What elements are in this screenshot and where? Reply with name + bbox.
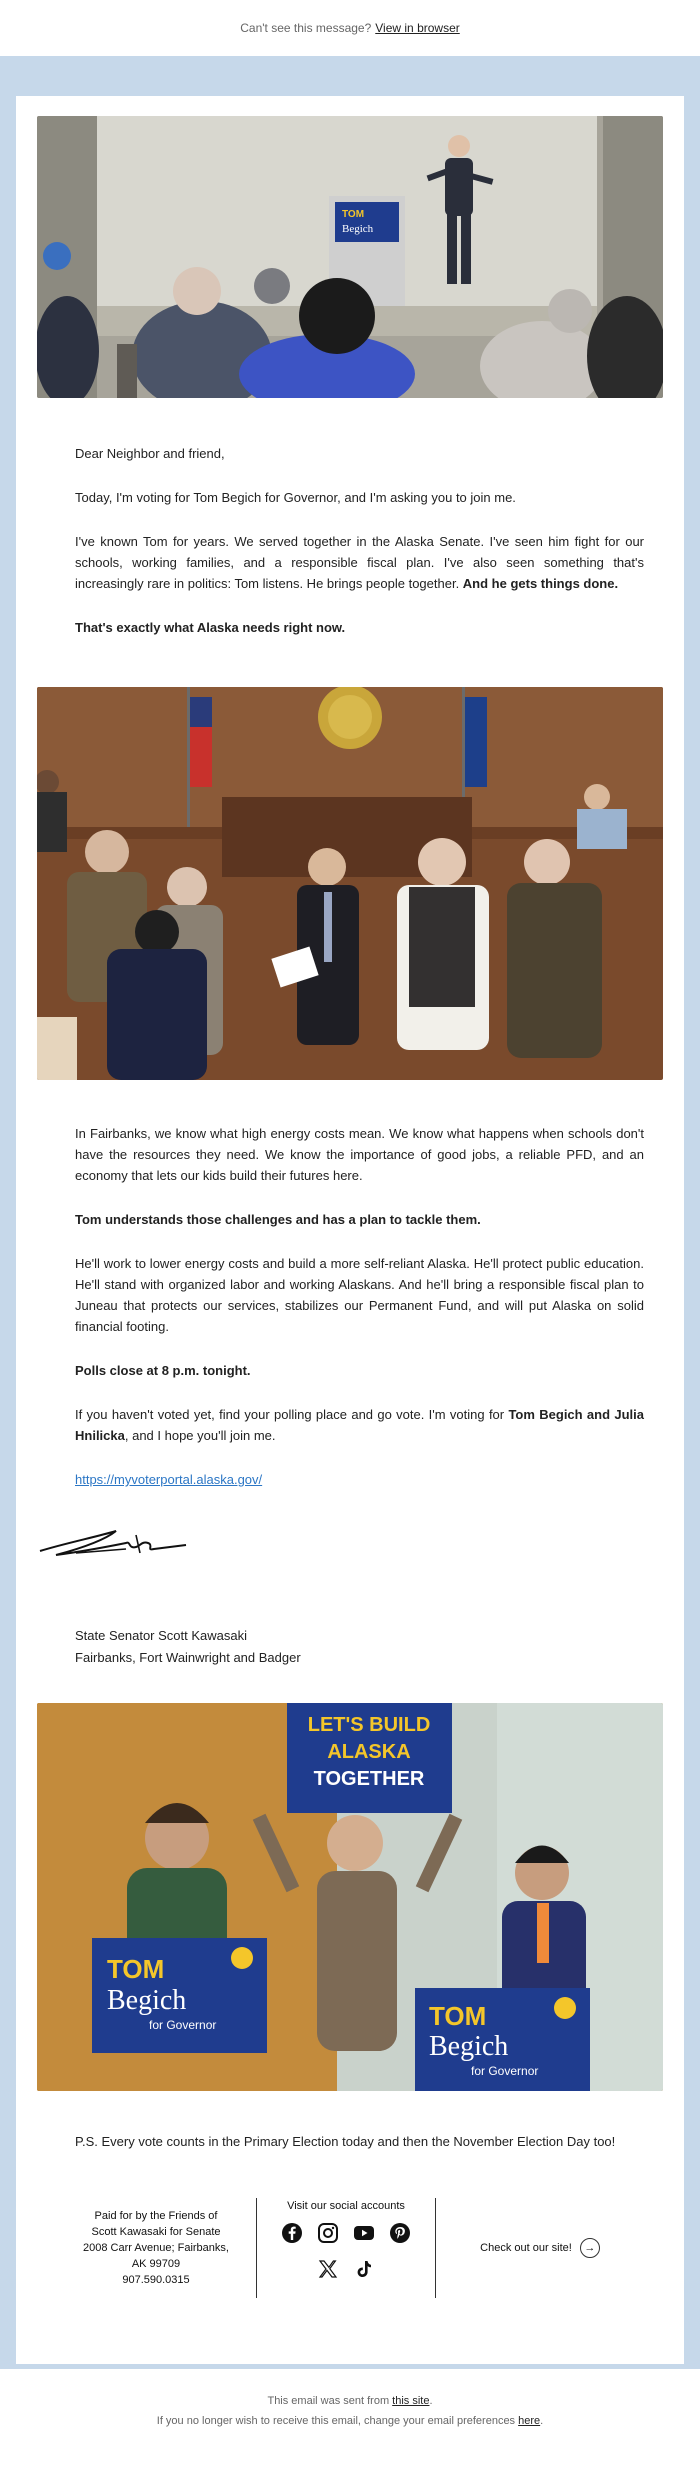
- preheader-prompt: Can't see this message?: [240, 21, 372, 35]
- supporters-photo: [37, 1703, 663, 2091]
- sent-from-end: .: [429, 2395, 433, 2407]
- ps-block: [75, 2131, 644, 2152]
- right-sign-tom: TOM: [429, 2001, 487, 2031]
- paid-line-1: Paid for by the Friends of: [94, 2210, 218, 2222]
- paragraph-8-end: , and I hope you'll join me.: [124, 1428, 276, 1443]
- preferences-link[interactable]: here: [518, 2415, 541, 2427]
- letter-body-part-1: [75, 443, 644, 638]
- x-icon[interactable]: [317, 2258, 339, 2280]
- banner-text-line2: ALASKA: [327, 1741, 411, 1763]
- paragraph-8-bold: Tom Begich and Julia Hnilicka: [75, 1407, 644, 1443]
- tiktok-icon[interactable]: [353, 2258, 375, 2280]
- signer-district: Fairbanks, Fort Wainwright and Badger: [75, 1650, 301, 1665]
- preferences-end: .: [540, 2415, 544, 2427]
- paragraph-1: Today, I'm voting for Tom Begich for Governor, and I'm asking you to join me.: [75, 490, 516, 505]
- right-sign-begich: Begich: [429, 2031, 509, 2062]
- speaker-photo-illustration: [37, 116, 663, 398]
- paragraph-5-bold: Tom understands those challenges and has a plan to tackle them.: [75, 1212, 481, 1227]
- paragraph-7-bold: Polls close at 8 p.m. tonight.: [75, 1363, 251, 1378]
- signer-title: State Senator Scott Kawasaki: [75, 1628, 247, 1643]
- paid-line-3: 2008 Carr Avenue; Fairbanks,: [83, 2242, 229, 2254]
- paid-for-by: [56, 2208, 256, 2288]
- social-icons-row-2: [317, 2258, 375, 2280]
- arrow-right-icon[interactable]: →: [580, 2238, 600, 2258]
- site-label: Check out our site!: [480, 2242, 572, 2254]
- paragraph-3: [75, 617, 644, 638]
- paragraph-4: In Fairbanks, we know what high energy costs mean. We know what happens when schools don't have the resources they need. We know the importance of good jobs, a reliable PFD, and an economy that lets our kids build their futures here.: [75, 1126, 644, 1183]
- email-card: [16, 96, 684, 2364]
- paid-line-2: Scott Kawasaki for Senate: [91, 2226, 221, 2238]
- postscript: P.S. Every vote counts in the Primary Election today and then the November Election Day too!: [75, 2134, 616, 2149]
- view-in-browser-link[interactable]: View in browser: [375, 21, 460, 35]
- social-links: [256, 2198, 436, 2298]
- podium-sign-tom: TOM: [342, 209, 365, 220]
- supporters-photo-illustration: [37, 1703, 663, 2091]
- paid-line-4: AK 99709: [131, 2258, 181, 2270]
- preheader-bar: [0, 0, 700, 56]
- hero-photo-speaker: [37, 116, 663, 398]
- social-icons-row-1: [281, 2222, 411, 2244]
- left-sign-for-governor: for Governor: [149, 2018, 217, 2032]
- bottom-footer: [0, 2369, 700, 2481]
- paragraph-2-bold: And he gets things done.: [462, 576, 619, 591]
- pinterest-icon[interactable]: [389, 2222, 411, 2244]
- social-label: Visit our social accounts: [287, 2200, 405, 2212]
- facebook-icon[interactable]: [281, 2222, 303, 2244]
- senate-photo-illustration: [37, 687, 663, 1080]
- greeting: Dear Neighbor and friend,: [75, 446, 225, 461]
- email-frame: [0, 56, 700, 2369]
- footer-block: [56, 2193, 644, 2303]
- right-sign-for-governor: for Governor: [471, 2064, 539, 2078]
- signature: [36, 1513, 684, 1593]
- paragraph-7: [75, 1360, 644, 1381]
- paragraph-8-text: If you haven't voted yet, find your polling place and go vote. I'm voting for: [75, 1407, 509, 1422]
- paragraph-link: [75, 1469, 644, 1490]
- banner-text-line3: TOGETHER: [313, 1768, 425, 1790]
- voter-portal-link[interactable]: https://myvoterportal.alaska.gov/: [75, 1472, 263, 1487]
- paragraph-5: [75, 1209, 644, 1230]
- signature-scribble: [36, 1513, 196, 1573]
- paragraph-3-bold: That's exactly what Alaska needs right now.: [75, 620, 346, 635]
- letter-body-part-2: [75, 1123, 644, 1490]
- sent-from-line: [0, 2391, 700, 2411]
- this-site-link[interactable]: this site: [392, 2395, 430, 2407]
- preferences-line: [0, 2411, 700, 2431]
- senate-chamber-photo: [37, 687, 663, 1080]
- paragraph-2: [75, 531, 644, 594]
- paragraph-6: He'll work to lower energy costs and build a more self-reliant Alaska. He'll protect public education. He'll stand with organized labor and working Alaskans. And he'll bring a responsible fiscal plan to Juneau that protects our services, stabilizes our Permanent Fund, and will put Alaska on solid financial footing.: [75, 1256, 644, 1334]
- paid-line-5: 907.590.0315: [122, 2274, 190, 2286]
- left-sign-begich: Begich: [107, 1985, 187, 2016]
- youtube-icon[interactable]: [353, 2222, 375, 2244]
- podium-sign-begich: Begich: [342, 223, 374, 235]
- signer-block: [75, 1625, 644, 1669]
- left-sign-tom: TOM: [107, 1954, 165, 1984]
- sent-from-text: This email was sent from: [267, 2395, 393, 2407]
- paragraph-2-text: I've known Tom for years. We served together in the Alaska Senate. I've seen him fight for our schools, working families, and a responsible fiscal plan. I've also seen something that's increasingly rare in politics: Tom listens. He brings people together.: [75, 534, 644, 591]
- banner-text-line1: LET'S BUILD: [307, 1714, 431, 1736]
- site-link[interactable]: [436, 2238, 644, 2258]
- preferences-text: If you no longer wish to receive this email, change your email preferences: [156, 2415, 519, 2427]
- instagram-icon[interactable]: [317, 2222, 339, 2244]
- paragraph-8: [75, 1404, 644, 1446]
